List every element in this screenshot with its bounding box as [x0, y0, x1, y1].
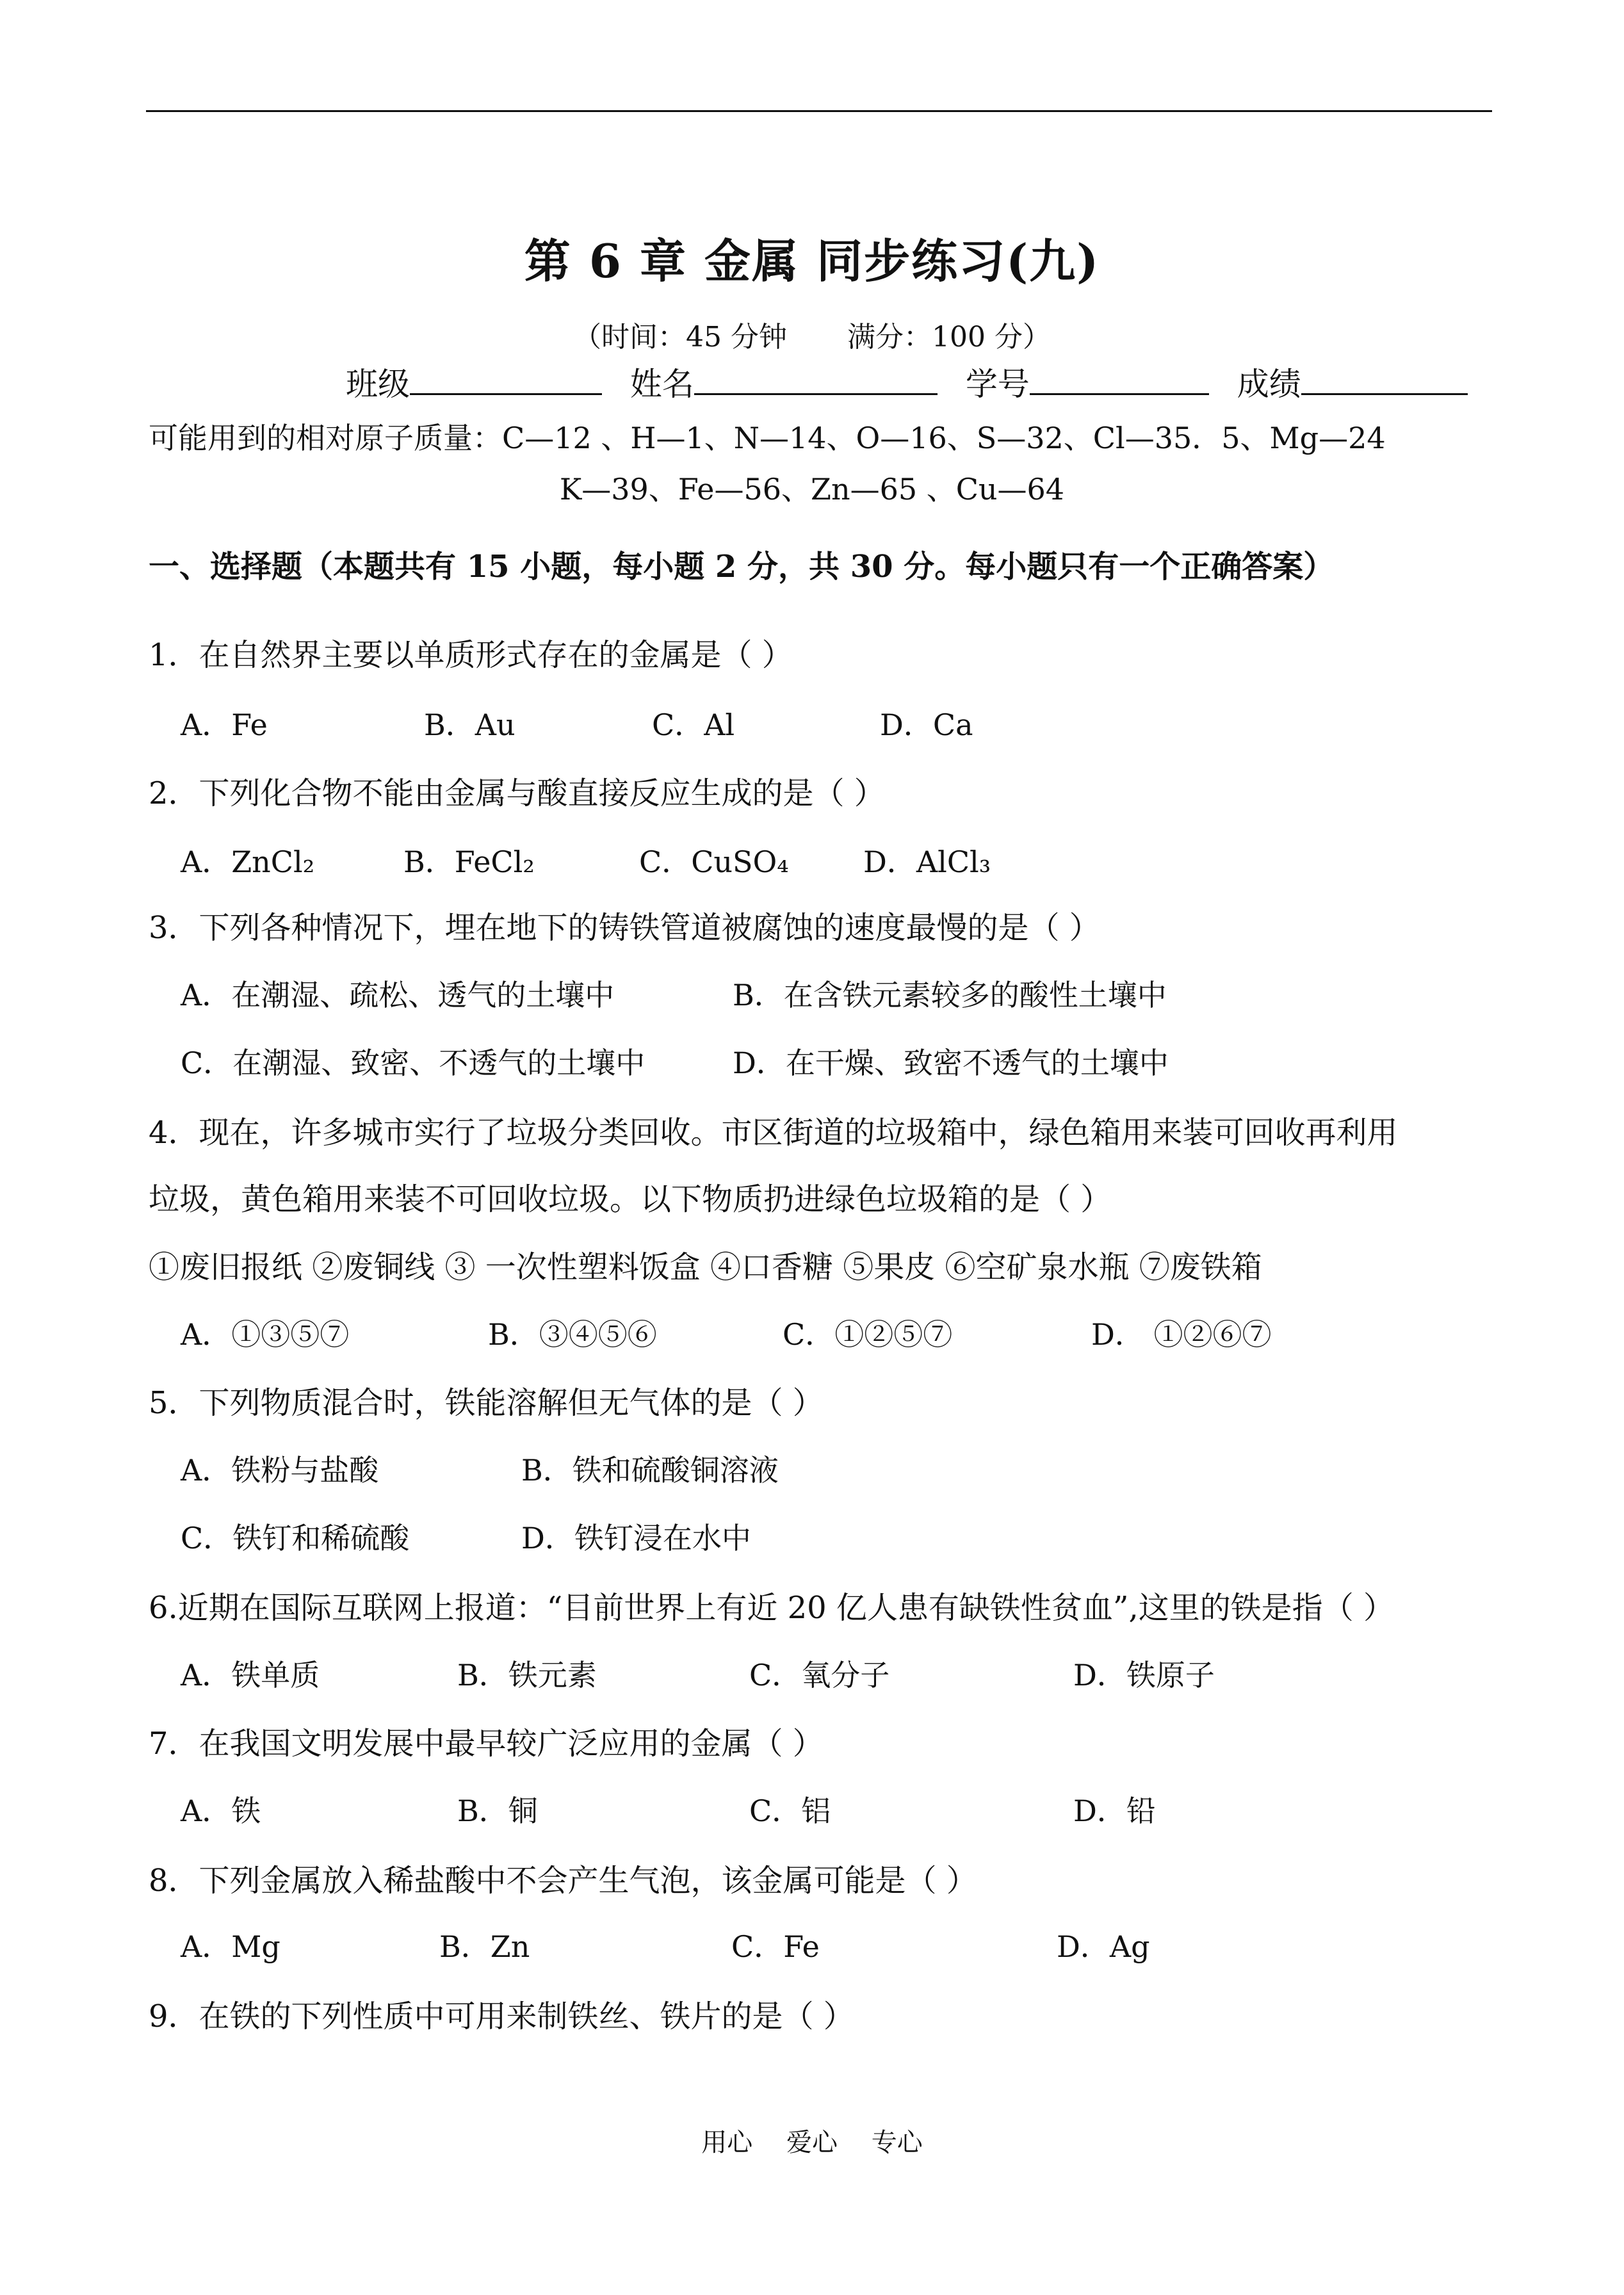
q1-option-d[interactable]: D．Ca: [880, 708, 973, 742]
q2-option-d[interactable]: D．AlCl₃: [863, 845, 991, 879]
question-5: 5．下列物质混合时，铁能溶解但无气体的是（ ）: [149, 1385, 824, 1421]
footer-word-2: 爱心: [786, 2128, 838, 2157]
grade-label: 成绩: [1237, 366, 1301, 403]
question-1: 1．在自然界主要以单质形式存在的金属是（ ）: [149, 637, 793, 673]
page-footer: [0, 2122, 1624, 2159]
q1-option-b[interactable]: B．Au: [424, 708, 516, 742]
page-title: 第 6 章 金属 同步练习(九): [524, 234, 1100, 288]
class-blank[interactable]: [410, 361, 602, 395]
question-4-items: ①废旧报纸 ②废铜线 ③ 一次性塑料饭盒 ④口香糖 ⑤果皮 ⑥空矿泉水瓶 ⑦废铁箱: [149, 1249, 1262, 1285]
q2-option-a[interactable]: A．ZnCl₂: [181, 845, 315, 879]
question-8: 8．下列金属放入稀盐酸中不会产生气泡，该金属可能是（ ）: [149, 1863, 977, 1899]
q3-option-b[interactable]: B．在含铁元素较多的酸性土壤中: [733, 978, 1167, 1012]
q6-option-a[interactable]: A．铁单质: [181, 1658, 320, 1692]
q7-option-a[interactable]: A．铁: [181, 1794, 261, 1828]
question-6: 6.近期在国际互联网上报道：“目前世界上有近 20 亿人患有缺铁性贫血”,这里的铁是指（ ）: [149, 1590, 1394, 1626]
atomic-masses-line2: K—39、Fe—56、Zn—65 、Cu—64: [559, 472, 1065, 507]
q8-option-b[interactable]: B．Zn: [439, 1929, 530, 1964]
class-label: 班级: [346, 366, 410, 403]
q2-option-c[interactable]: C．CuSO₄: [639, 845, 789, 879]
q8-option-a[interactable]: A．Mg: [181, 1929, 280, 1964]
name-label: 姓名: [629, 366, 694, 403]
q4-option-c[interactable]: C．①②⑤⑦: [783, 1317, 953, 1352]
footer-word-1: 用心: [701, 2128, 753, 2157]
atomic-masses-line1: 可能用到的相对原子质量：C—12 、H—1、N—14、O—16、S—32、Cl—35．5、Mg—24: [149, 421, 1386, 455]
q6-option-c[interactable]: C．氧分子: [749, 1658, 890, 1692]
q2-option-b[interactable]: B．FeCl₂: [403, 845, 535, 879]
q7-option-d[interactable]: D．铅: [1073, 1794, 1156, 1828]
q5-option-c[interactable]: C．铁钉和稀硫酸: [181, 1521, 410, 1555]
q5-option-b[interactable]: B．铁和硫酸铜溶液: [521, 1453, 779, 1488]
time-limit: （时间：45 分钟: [573, 321, 787, 353]
q7-option-b[interactable]: B．铜: [457, 1794, 538, 1828]
question-2: 2．下列化合物不能由金属与酸直接反应生成的是（ ）: [149, 775, 885, 811]
q5-option-d[interactable]: D．铁钉浸在水中: [521, 1521, 751, 1555]
footer-word-3: 专心: [871, 2128, 923, 2157]
q4-option-a[interactable]: A．①③⑤⑦: [181, 1317, 350, 1352]
q3-option-a[interactable]: A．在潮湿、疏松、透气的土壤中: [181, 978, 615, 1012]
q4-option-b[interactable]: B．③④⑤⑥: [488, 1317, 657, 1352]
section-heading: 一、选择题（本题共有 15 小题，每小题 2 分，共 30 分。每小题只有一个正确答案）: [149, 549, 1335, 585]
q6-option-d[interactable]: D．铁原子: [1073, 1658, 1215, 1692]
q4-option-d[interactable]: D． ①②⑥⑦: [1091, 1317, 1272, 1352]
q8-option-c[interactable]: C．Fe: [731, 1929, 820, 1964]
q6-option-b[interactable]: B．铁元素: [457, 1658, 597, 1692]
question-3: 3．下列各种情况下，埋在地下的铸铁管道被腐蚀的速度最慢的是（ ）: [149, 910, 1100, 946]
name-blank[interactable]: [694, 361, 938, 395]
question-4-cont: 垃圾，黄色箱用来装不可回收垃圾。以下物质扔进绿色垃圾箱的是（ ）: [149, 1181, 1112, 1217]
q5-option-a[interactable]: A．铁粉与盐酸: [181, 1453, 379, 1488]
number-blank[interactable]: [1030, 361, 1209, 395]
question-9: 9．在铁的下列性质中可用来制铁丝、铁片的是（ ）: [149, 1999, 854, 2034]
exam-meta: [0, 314, 1624, 355]
q1-option-a[interactable]: A．Fe: [181, 708, 268, 742]
question-7: 7．在我国文明发展中最早较广泛应用的金属（ ）: [149, 1726, 824, 1762]
q8-option-d[interactable]: D．Ag: [1057, 1929, 1150, 1964]
q3-option-c[interactable]: C．在潮湿、致密、不透气的土壤中: [181, 1046, 646, 1080]
q1-option-c[interactable]: C．Al: [652, 708, 735, 742]
grade-blank[interactable]: [1301, 361, 1468, 395]
full-score: 满分：100 分）: [847, 321, 1051, 353]
number-label: 学号: [965, 366, 1030, 403]
q3-option-d[interactable]: D．在干燥、致密不透气的土壤中: [733, 1046, 1169, 1080]
q7-option-c[interactable]: C．铝: [749, 1794, 831, 1828]
question-4: 4．现在，许多城市实行了垃圾分类回收。市区街道的垃圾箱中，绿色箱用来装可回收再利用: [149, 1115, 1398, 1151]
top-rule: [146, 110, 1492, 112]
student-info-row: [346, 359, 1486, 405]
